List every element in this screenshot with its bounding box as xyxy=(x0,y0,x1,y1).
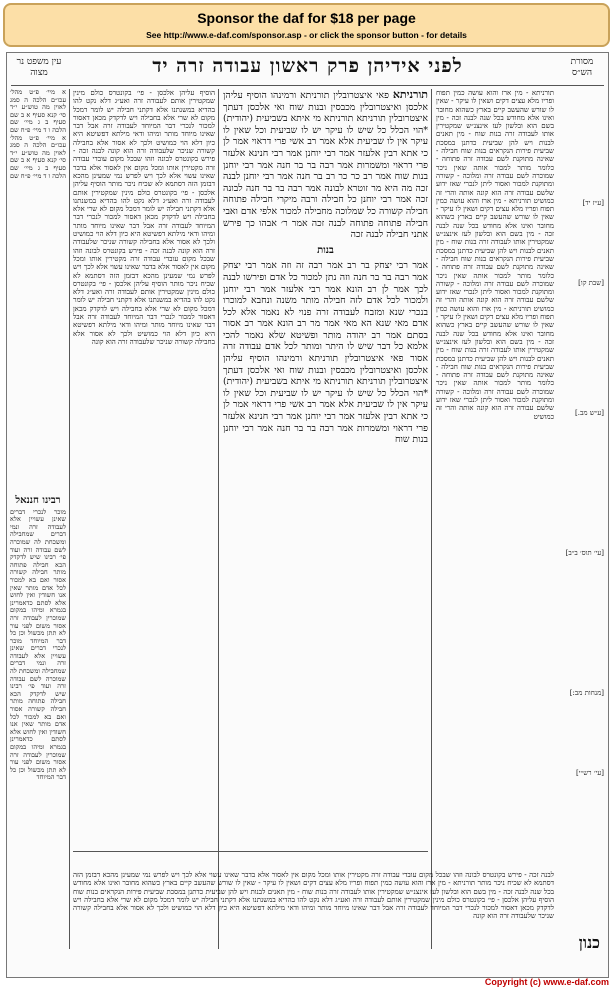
rashi-text-repeat-4: חבילה - שאינה מתוקנת לשם עבודה זרה פתוחה - כלומר מותר למכור אותה שאין ניכר שמוכרה לשם עבודה זרה ומלוכה - קשורה ומתוקנת למכור ואסור ליתן לנכרי שאז ידוע שלשם עבודה זרה הוא קונה אותה והרי זה כמושיט xyxy=(436,362,554,421)
ein-mishpat-text-repeat: א מיי׳ פ״ט מהל׳ עכו״ם הלכה ה סמג לאוין מה טוש״ע י״ד סי׳ קנא סעיף א ב שם סעיף ב ג מיי׳ שם הלכה ו ד מיי׳ פ״ח שם xyxy=(10,133,66,180)
gemara-text-3: אמר רבי יצחק בר רב אמר רבה זה וזה אמר רבי יצחק אמר רבה בר בר חנה וזה נתן למכור כל אדם ופירשו לבנה לכך אמר לן רב הונא אמר רבי אלעזר אמר רבי יוחנן ולמכור לכל אדם לזה חבילה מותר xyxy=(223,260,428,307)
rabbeinu-chananel-text-repeat: מוכר לנכרי דברים שאינן עשויין אלא לעבודה זרה ונמי דברים שמחבילה ומשכחת לה שמוכרה לשם עבודה זרה ועוד פי׳ רבינו שיש לדקדק הכא חבילה פתוחה מותר חבילה קשורה אסור ואם בא למכור לכל אדם מותר שאין אנו חשודין ואין לחוש אלא לסתם כדאמרינן בגמרא ומיהו במקום שמוכרין לעבודה זרה אסור משום לפני עור לא תתן מכשול וכן כל דבר המיוחד xyxy=(10,636,66,782)
rabbeinu-chananel-heading: רבינו חננאל xyxy=(15,495,61,506)
gemara-catchword: כנון xyxy=(578,933,600,952)
column-divider xyxy=(218,89,219,949)
ein-mishpat-column xyxy=(10,89,66,489)
rabbeinu-chananel-column xyxy=(10,493,66,943)
ein-mishpat-text: א מיי׳ פ״ט מהל׳ עכו״ם הלכה ה סמג לאוין מה טוש״ע י״ד סי׳ קנא סעיף א ב שם סעיף ב ג מיי׳ שם הלכה ו ד מיי׳ פ״ח שם xyxy=(10,89,66,134)
tosafot-text-repeat-3: הוסיף עליהן אלכסן - פי׳ בקונטרס כולם מינין שמקטירין אותם לעבודה זרה ואע״ג דלא נקט להו בהדיא במשנתנו אלא דקתני חבילה יש לומר דמכל מקום לא שרי אלא בחבילה ויש לדקדק מכאן דאסור למכור לנכרי דבר המיוחד לעבודה זרה אבל דבר שאינו מיוחד מותר ומיהו ודאי מילתא דפשיטא היא כיון דלא הוי כמושיט ולכך לא אסור אלא בחבילה קשורה שניכר שלעבודה זרה הוא קונה xyxy=(73,279,215,346)
tosafot-text-repeat: הוסיף עליהן אלכסן - פי׳ בקונטרס כולם מינין שמקטירין אותם לעבודה זרה ואע״ג דלא נקט להו בהדיא במשנתנו אלא דקתני חבילה יש לומר דמכל מקום לא שרי אלא בחבילה ויש לדקדק מכאן דאסור למכור לנכרי דבר המיוחד לעבודה זרה אבל דבר שאינו מיוחד מותר ומיהו ודאי מילתא דפשיטא היא כיון דלא הוי כמושיט ולכך לא אסור אלא בחבילה קשורה שניכר שלעבודה זרה הוא קונה xyxy=(73,180,215,255)
rabbeinu-chananel-text: מוכר לנכרי דברים שאינן עשויין אלא לעבודה זרה ונמי דברים שמחבילה ומשכחת לה שמוכרה לשם עבודה זרה ועוד פי׳ רבינו שיש לדקדק הכא חבילה פתוחה מותר חבילה קשורה אסור ואם בא למכור לכל אדם מותר שאין אנו חשודין ואין לחוש אלא לסתם כדאמרינן בגמרא ומיהו במקום שמוכרין לעבודה זרה אסור משום לפני עור לא תתן מכשול וכן כל דבר המיוחד xyxy=(10,507,66,645)
rashi-text: תורניתא - מין ארז והוא עושה כמין תפוח ופריו מלא עצים דקים ושאין לו עיקר - שאין לו שורש שהעשב קיים בארץ כשהוא מחובר ואינו אלא מחודש בכל שנה לבנה זכה - מין בשם הוא ובלשון לעז אינצנ״ש שמקטירין אותו לעבודה זרה בנות שוח - מין תאנים לבנות ויש להן שביעית כדתנן במסכת שביעית פירות הנקראים בנות שוח xyxy=(436,89,554,156)
bottom-commentary-text: לבנה זכה - פירש בקונטרס לבונה וזהו שבכל מקום עובדי עבודה זרה מקטירין אותו ומכל מקום אין לאסור אלא בדבר שאינו עשוי אלא לכך ויש לפרש נמי שמעינן מהכא דבזמן הזה דסתמא לא שכיח ניכר מותר xyxy=(73,871,554,888)
gemara-section-title: בנות xyxy=(317,244,334,256)
bottom-band-rule xyxy=(73,851,428,852)
bottom-commentary-text-3: הוסיף עליהן אלכסן - פי׳ בקונטרס כולם מינין שמקטירין אותם לעבודה זרה ואע״ג דלא נקט להו בהדיא במשנתנו אלא דקתני חבילה יש לומר דמכל מקום לא שרי אלא בחבילה ויש לדקדק מכאן דאסור למכור לנכרי דבר המיוחד לעבודה זרה אבל דבר שאינו מיוחד מותר ומיהו ודאי מילתא דפשיטא היא כיון דלא הוי כמושיט ולכך לא אסור אלא בחבילה קשורה שניכר שלעבודה זרה הוא קונה xyxy=(73,895,554,921)
bottom-commentary xyxy=(73,871,554,967)
gemara-text-4: משנה ונחבא למוכרו בנכרי שנא ומזבח לעבודה זרה פנוי לא נאמר אלא לכל אדם מאי שנא הא מאי אמר מר רב הונא אמר רב אסור בסתם אמר רב יהודה מותר ופשיטא שלא נאמר להכי אלמא כל דבר שיש לו היתר ומותר לכל אדם עבודה זרה אסור xyxy=(223,295,428,365)
gemara-text: פאי איצטרובלין תורניתא ורמינהו הוסיף עליהן אלכסן ואיצטרובלין מכבסין ובנות שוח ואי אלכסן דעתך איצטרובלין תורניתא תורניתא מי איתא בשביעית (יהודית) *הוי הכלל כל שיש לו עיקר יש לו שביעית וכל שאין לו עיקר אין לו שביעית אלא אמר רב אשי פרי דראוי אמר לן כי אתא רבין אלעזר אמר רבי יוחנן אמר רבי חנינא אלעזר פרי דראוי ומשמרות אמר רבה בר בר חנה אמר רבי יוחנן בנות שוח xyxy=(223,90,428,183)
masoret-note: [ע״ז יד] xyxy=(582,199,604,207)
sponsor-title[interactable]: Sponsor the daf for $18 per page xyxy=(197,10,416,26)
tosafot-column xyxy=(73,89,215,869)
column-divider xyxy=(431,89,432,949)
gemara-text-2: אמר רב כר כר רב בר חנה אמר רבי יוחנן לבנה זכה מה היא מר זוטרא לבונה אמר רבה בר בר חנה לבונה זכה אמר רבי יוחנן כל חבילה ורבה מיקרי חבילה פתוחה חבילה קשורה כל שמלוכה מחבילה למכור אלפי אדם ואבי חבילה פתוחה פתוחה לבנה זכה אמר ר׳ אבהו כך פירש אתני חבילה לבנה זכה xyxy=(223,171,428,241)
tosafot-text-2: לבנה זכה - פירש בקונטרס לבונה וזהו שבכל מקום עובדי עבודה זרה מקטירין אותו ומכל מקום אין לאסור אלא בדבר שאינו עשוי אלא לכך ויש לפרש נמי שמעינן מהכא דבזמן הזה דסתמא לא שכיח ניכר מותר xyxy=(73,147,215,189)
rashi-text-repeat-3: תורניתא - מין ארז והוא עושה כמין תפוח ופריו מלא עצים דקים ושאין לו עיקר - שאין לו שורש שהעשב קיים בארץ כשהוא מחובר ואינו אלא מחודש בכל שנה לבנה זכה - מין בשם הוא ובלשון לעז אינצנ״ש שמקטירין אותו לעבודה זרה בנות שוח - מין תאנים לבנות ויש להן שביעית כדתנן במסכת שביעית פירות הנקראים בנות שוח xyxy=(436,304,554,371)
sponsor-banner[interactable] xyxy=(3,3,610,47)
gemara-heading: תורניתא xyxy=(392,89,428,101)
rashi-column xyxy=(436,89,554,869)
rashi-text-continued: חבילה - שאינה מתוקנת לשם עבודה זרה פתוחה - כלומר מותר למכור אותה שאין ניכר שמוכרה לשם עבודה זרה ומלוכה - קשורה ומתוקנת למכור ואסור ליתן לנכרי שאז ידוע שלשם עבודה זרה הוא קונה אותה והרי זה כמושיט xyxy=(436,147,554,205)
talmud-page xyxy=(6,52,609,978)
page-header xyxy=(7,55,608,83)
tosafot-text: הוסיף עליהן אלכסן - פי׳ בקונטרס כולם מינין שמקטירין אותם לעבודה זרה ואע״ג דלא נקט להו בהדיא במשנתנו אלא דקתני חבילה יש לומר דמכל מקום לא שרי אלא בחבילה ויש לדקדק מכאן דאסור למכור לנכרי דבר המיוחד לעבודה זרה אבל דבר שאינו מיוחד מותר ומיהו ודאי מילתא דפשיטא היא כיון דלא הוי כמושיט ולכך לא אסור אלא בחבילה קשורה שניכר שלעבודה זרה הוא קונה xyxy=(73,89,215,156)
tosafot-text-repeat-2: לבנה זכה - פירש בקונטרס לבונה וזהו שבכל מקום עובדי עבודה זרה מקטירין אותו ומכל מקום אין לאסור אלא בדבר שאינו עשוי אלא לכך ויש לפרש נמי שמעינן מהכא דבזמן הזה דסתמא לא שכיח ניכר מותר xyxy=(73,246,215,288)
masoret-note: [שבת קו] xyxy=(578,279,604,287)
sponsor-subtitle[interactable]: See http://www.e-daf.com/sponsor.asp - or click the sponsor button - for details xyxy=(146,30,467,40)
gemara-column xyxy=(223,89,428,847)
masoret-note: [עי׳ תוס׳ ב״ב] xyxy=(565,549,604,557)
ein-mishpat-label: עין משפט נר מצוה xyxy=(16,57,62,78)
header-rule xyxy=(11,85,604,86)
column-divider xyxy=(69,89,70,949)
rashi-text-repeat-2: חבילה - שאינה מתוקנת לשם עבודה זרה פתוחה - כלומר מותר למכור אותה שאין ניכר שמוכרה לשם עבודה זרה ומלוכה - קשורה ומתוקנת למכור ואסור ליתן לנכרי שאז ידוע שלשם עבודה זרה הוא קונה אותה והרי זה כמושיט xyxy=(436,254,554,313)
bottom-commentary-text-2: תורניתא - מין ארז והוא עושה כמין תפוח ופריו מלא עצים דקים ושאין לו עיקר - שאין לו שורש שהעשב קיים בארץ כשהוא מחובר ואינו אלא מחודש בכל שנה לבנה זכה - מין בשם הוא ובלשון לעז אינצנ״ש שמקטירין אותו לעבודה זרה בנות שוח - מין תאנים לבנות ויש להן שביעית כדתנן במסכת שביעית פירות הנקראים בנות שוח xyxy=(73,879,554,896)
masoret-note: [עי׳ רש״י] xyxy=(576,769,604,777)
masoret-note: [מנחות מב:] xyxy=(569,689,604,697)
masoret-note: [ע״ש מב.] xyxy=(574,409,604,417)
rashi-text-repeat: תורניתא - מין ארז והוא עושה כמין תפוח ופריו מלא עצים דקים ושאין לו עיקר - שאין לו שורש שהעשב קיים בארץ כשהוא מחובר ואינו אלא מחודש בכל שנה לבנה זכה - מין בשם הוא ובלשון לעז אינצנ״ש שמקטירין אותו לעבודה זרה בנות שוח - מין תאנים לבנות ויש להן שביעית כדתנן במסכת שביעית פירות הנקראים בנות שוח xyxy=(436,196,554,263)
gemara-text-repeat: פאי איצטרובלין תורניתא ורמינהו הוסיף עליהן אלכסן ואיצטרובלין מכבסין ובנות שוח ואי אלכסן דעתך איצטרובלין תורניתא תורניתא מי איתא בשביעית (יהודית) *הוי הכלל כל שיש לו עיקר יש לו שביעית וכל שאין לו עיקר אין לו שביעית אלא אמר רב אשי פרי דראוי אמר לן כי אתא רבין אלעזר אמר רבי יוחנן אמר רבי חנינא אלעזר פרי דראוי ומשמרות אמר רבה בר בר חנה אמר רבי יוחנן בנות שוח xyxy=(223,353,428,446)
masoret-hashas-label: מסורת הש״ס xyxy=(570,57,594,78)
copyright-text[interactable]: Copyright (c) www.e-daf.com xyxy=(484,977,609,987)
page-title: לפני אידיהן פרק ראשון עבודה זרה יד xyxy=(152,55,463,77)
